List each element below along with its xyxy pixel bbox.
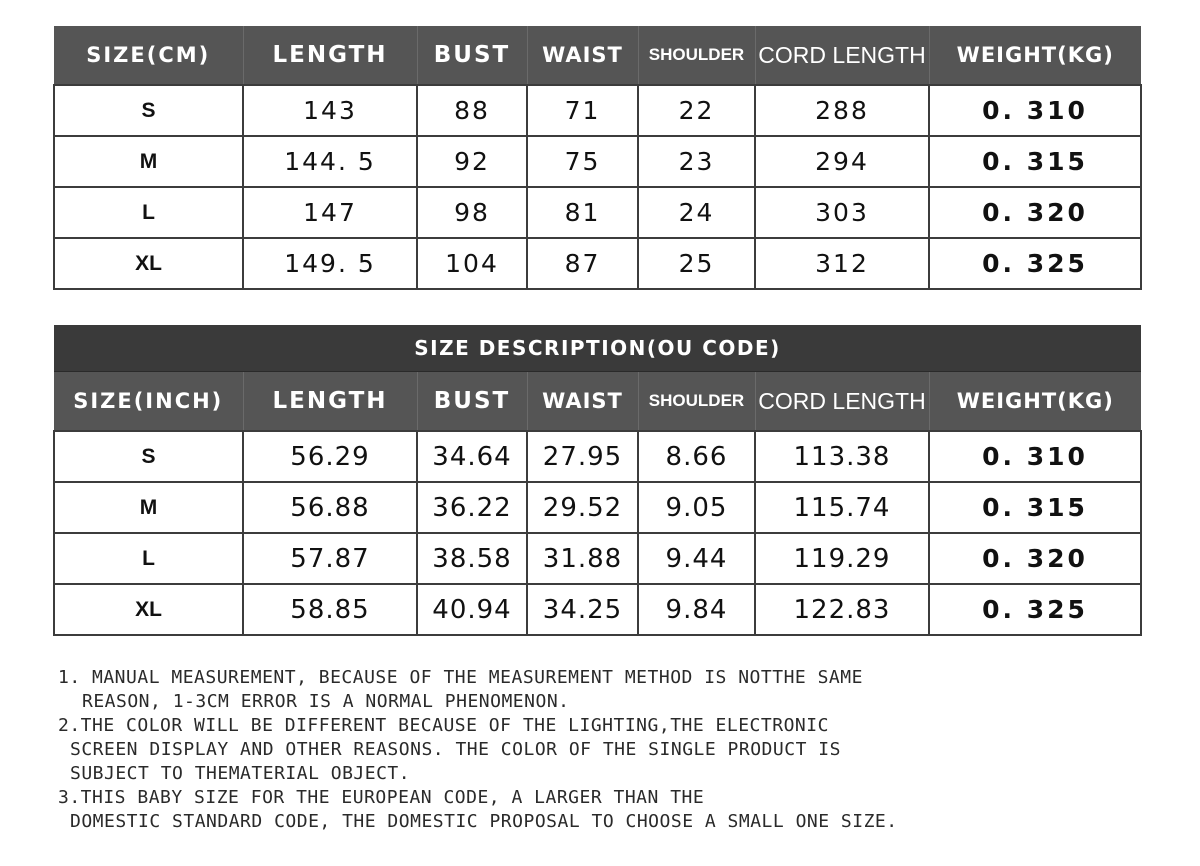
- bust-cell: 92: [417, 136, 527, 187]
- shoulder-cell: 23: [638, 136, 755, 187]
- size-cell: S: [54, 85, 243, 136]
- waist-cell: 29.52: [527, 482, 638, 533]
- shoulder-cell: 24: [638, 187, 755, 238]
- table-header-row: [54, 26, 1141, 85]
- bust-cell: 88: [417, 85, 527, 136]
- bust-cell: 104: [417, 238, 527, 289]
- weight-cell: 0. 315: [929, 482, 1141, 533]
- bust-cell: 40.94: [417, 584, 527, 635]
- bust-cell: 34.64: [417, 431, 527, 482]
- header-bust: BUST: [417, 26, 527, 85]
- cord-length-cell: 294: [755, 136, 929, 187]
- table-row: [54, 238, 1141, 289]
- size-cell: M: [54, 482, 243, 533]
- cord-length-cell: 122.83: [755, 584, 929, 635]
- cord-length-cell: 312: [755, 238, 929, 289]
- size-cell: XL: [54, 584, 243, 635]
- weight-cell: 0. 320: [929, 187, 1141, 238]
- size-cell: XL: [54, 238, 243, 289]
- note-line: REASON, 1-3CM ERROR IS A NORMAL PHENOMENON.: [82, 691, 570, 712]
- bust-cell: 36.22: [417, 482, 527, 533]
- length-cell: 58.85: [243, 584, 417, 635]
- size-cell: L: [54, 187, 243, 238]
- shoulder-cell: 22: [638, 85, 755, 136]
- note-line: 1. MANUAL MEASUREMENT, BECAUSE OF THE MEASUREMENT METHOD IS NOTTHE SAME: [58, 667, 863, 688]
- table-row: [54, 533, 1141, 584]
- shoulder-cell: 9.84: [638, 584, 755, 635]
- length-cell: 56.29: [243, 431, 417, 482]
- waist-cell: 81: [527, 187, 638, 238]
- header-length: LENGTH: [243, 26, 417, 85]
- note-line: 2.THE COLOR WILL BE DIFFERENT BECAUSE OF THE LIGHTING,THE ELECTRONIC: [58, 715, 829, 736]
- note-line: 3.THIS BABY SIZE FOR THE EUROPEAN CODE, A LARGER THAN THE: [58, 787, 705, 808]
- table-row: [54, 431, 1141, 482]
- length-cell: 147: [243, 187, 417, 238]
- weight-cell: 0. 325: [929, 238, 1141, 289]
- bust-cell: 98: [417, 187, 527, 238]
- weight-cell: 0. 310: [929, 85, 1141, 136]
- header-waist: WAIST: [527, 26, 638, 85]
- header-waist: WAIST: [527, 372, 638, 432]
- header-weight: WEIGHT(KG): [929, 372, 1141, 432]
- table-row: [54, 482, 1141, 533]
- note-line: SUBJECT TO THEMATERIAL OBJECT.: [70, 763, 411, 784]
- cord-length-cell: 113.38: [755, 431, 929, 482]
- length-cell: 149. 5: [243, 238, 417, 289]
- length-cell: 143: [243, 85, 417, 136]
- weight-cell: 0. 315: [929, 136, 1141, 187]
- size-table-inch: [53, 325, 1142, 636]
- weight-cell: 0. 325: [929, 584, 1141, 635]
- cord-length-cell: 115.74: [755, 482, 929, 533]
- table-row: [54, 187, 1141, 238]
- shoulder-cell: 9.05: [638, 482, 755, 533]
- table-row: [54, 85, 1141, 136]
- length-cell: 144. 5: [243, 136, 417, 187]
- weight-cell: 0. 320: [929, 533, 1141, 584]
- header-bust: BUST: [417, 372, 527, 432]
- cord-length-cell: 303: [755, 187, 929, 238]
- table-caption: SIZE DESCRIPTION(OU CODE): [54, 325, 1141, 372]
- notes-block: [58, 666, 1138, 834]
- note-line: SCREEN DISPLAY AND OTHER REASONS. THE COLOR OF THE SINGLE PRODUCT IS: [70, 739, 841, 760]
- shoulder-cell: 25: [638, 238, 755, 289]
- length-cell: 57.87: [243, 533, 417, 584]
- length-cell: 56.88: [243, 482, 417, 533]
- header-length: LENGTH: [243, 372, 417, 432]
- weight-cell: 0. 310: [929, 431, 1141, 482]
- header-shoulder: SHOULDER: [638, 372, 755, 432]
- size-cell: L: [54, 533, 243, 584]
- header-cord-length: CORD LENGTH: [755, 26, 929, 85]
- header-size: SIZE(INCH): [54, 372, 243, 432]
- note-line: DOMESTIC STANDARD CODE, THE DOMESTIC PROPOSAL TO CHOOSE A SMALL ONE SIZE.: [70, 811, 898, 832]
- waist-cell: 87: [527, 238, 638, 289]
- table-row: [54, 584, 1141, 635]
- cord-length-cell: 288: [755, 85, 929, 136]
- header-cord-length: CORD LENGTH: [755, 372, 929, 432]
- header-weight: WEIGHT(KG): [929, 26, 1141, 85]
- waist-cell: 27.95: [527, 431, 638, 482]
- table-caption-row: [54, 325, 1141, 372]
- table-header-row: [54, 372, 1141, 432]
- waist-cell: 75: [527, 136, 638, 187]
- cord-length-cell: 119.29: [755, 533, 929, 584]
- size-table-cm: [53, 26, 1142, 290]
- header-shoulder: SHOULDER: [638, 26, 755, 85]
- header-size: SIZE(CM): [54, 26, 243, 85]
- shoulder-cell: 8.66: [638, 431, 755, 482]
- size-cell: S: [54, 431, 243, 482]
- waist-cell: 71: [527, 85, 638, 136]
- bust-cell: 38.58: [417, 533, 527, 584]
- table-row: [54, 136, 1141, 187]
- size-cell: M: [54, 136, 243, 187]
- shoulder-cell: 9.44: [638, 533, 755, 584]
- waist-cell: 34.25: [527, 584, 638, 635]
- waist-cell: 31.88: [527, 533, 638, 584]
